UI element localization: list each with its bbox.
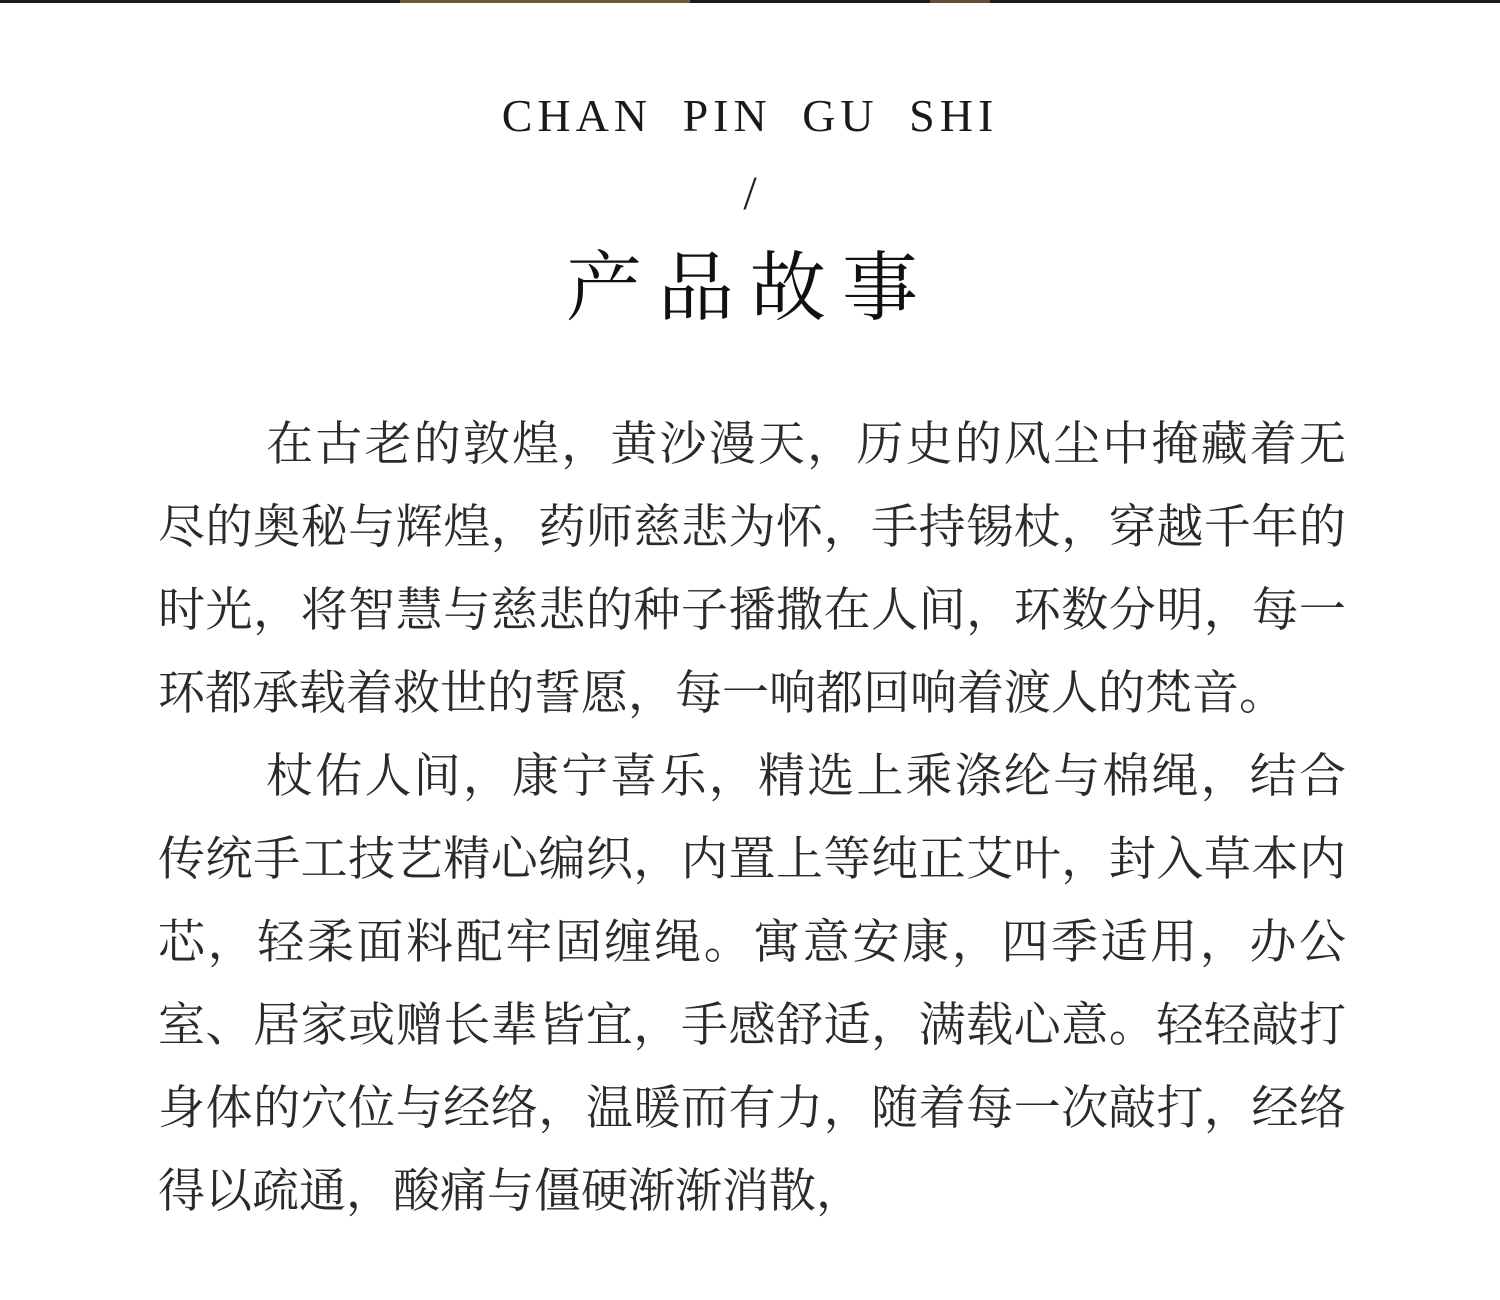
title-separator: / — [743, 167, 757, 220]
story-paragraph-2: 杖佑人间，康宁喜乐，精选上乘涤纶与棉绳，结合传统手工技艺精心编织，内置上等纯正艾叶，封入草本内芯，轻柔面料配牢固缠绳。寓意安康，四季适用，办公室、居家或赠长辈皆宜，手感舒适，满载心意。轻轻敲打身体的穴位与经络，温暖而有力，随着每一次敲打，经络得以疏通，酸痛与僵硬渐渐消散， — [158, 749, 1346, 1219]
pinyin-title: CHAN PIN GU SHI — [501, 90, 999, 141]
story-paragraph-1: 在古老的敦煌，黄沙漫天，历史的风尘中掩藏着无尽的奥秘与辉煌，药师慈悲为怀，手持锡杖，穿越千年的时光，将智慧与慈悲的种子播撒在人间，环数分明，每一环都承载着救世的誓愿，每一响都回响着渡人的梵音。 — [158, 417, 1346, 721]
page-title: 产品故事 — [566, 243, 934, 332]
banner-glint — [400, 0, 690, 3]
banner-glint — [930, 0, 990, 3]
story-text — [158, 403, 1346, 1233]
top-banner-edge — [0, 0, 1500, 3]
